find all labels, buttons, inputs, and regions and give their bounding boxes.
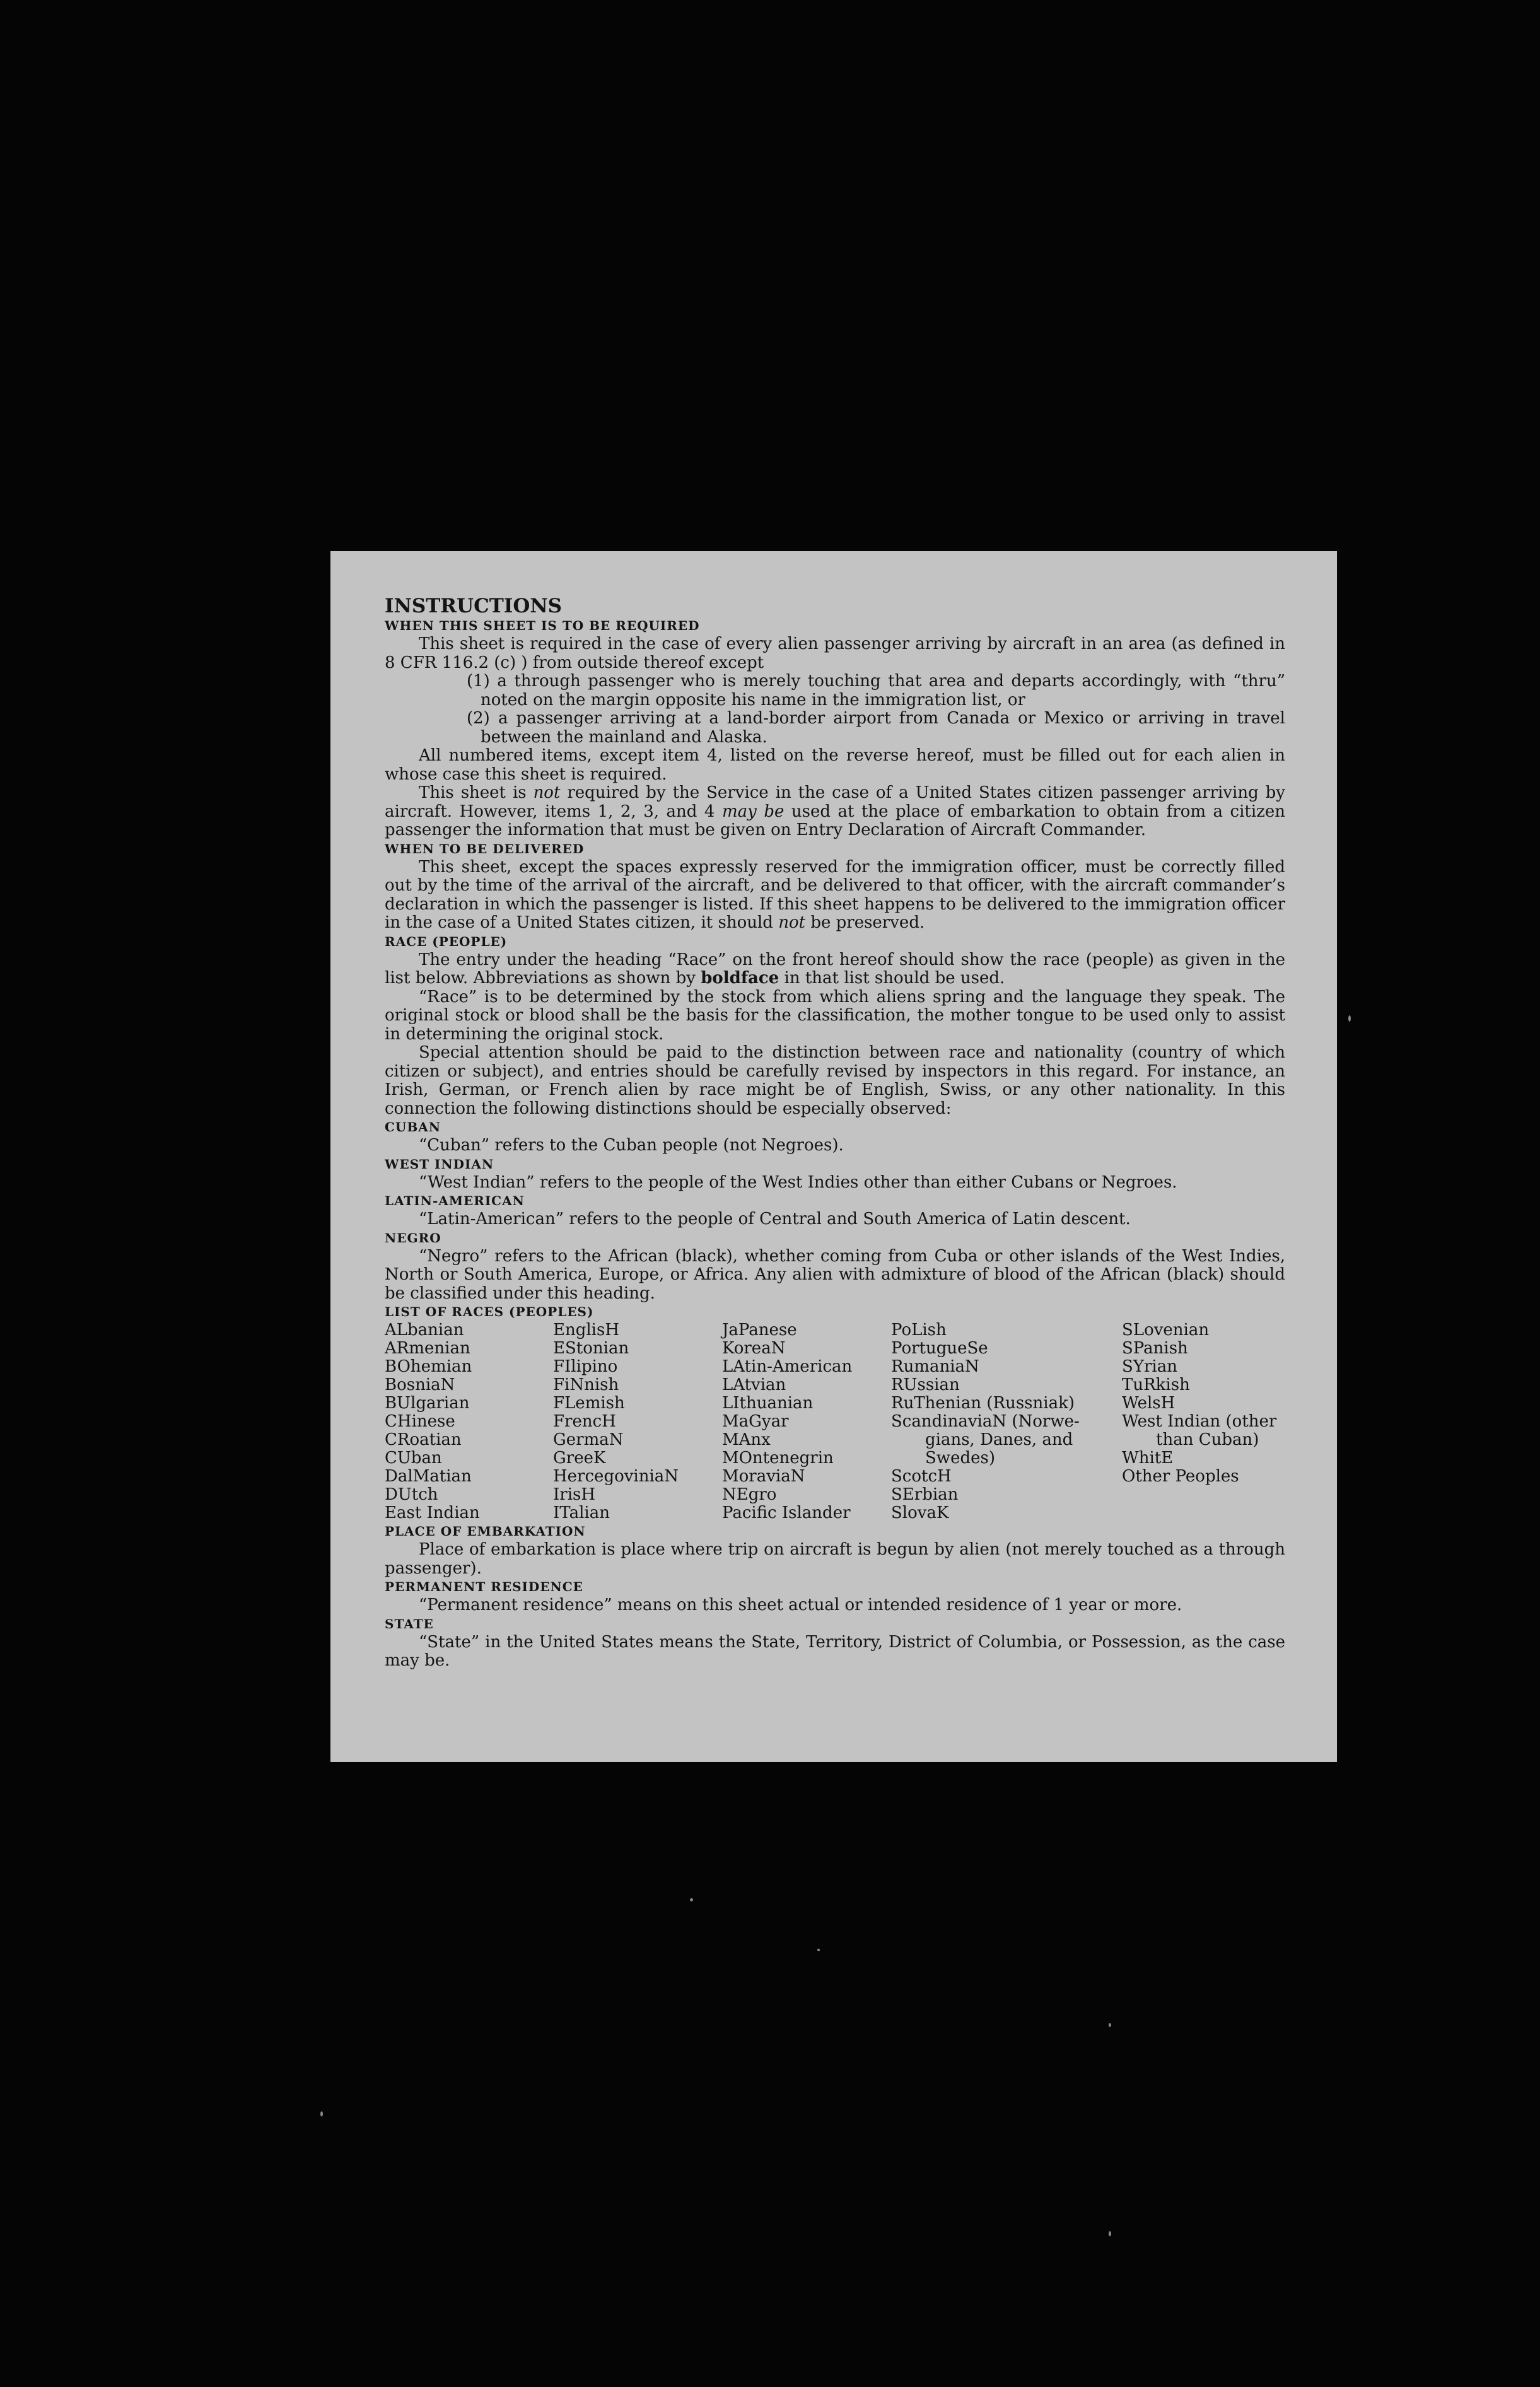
paragraph <box>385 784 1285 840</box>
races-column <box>1122 1321 1311 1522</box>
instructions-sheet <box>330 551 1337 1762</box>
races-column <box>553 1321 722 1522</box>
race-entry: CUban <box>385 1449 442 1468</box>
race-entry: than Cuban) <box>1156 1430 1259 1449</box>
race-entry: BUlgarian <box>385 1394 470 1413</box>
race-entry: MaGyar <box>722 1412 789 1431</box>
race-entry: MAnx <box>722 1430 771 1449</box>
race-entry: TuRkish <box>1122 1375 1190 1394</box>
race-entry: EnglisH <box>553 1321 620 1339</box>
race-entry: West Indian (other <box>1122 1412 1277 1431</box>
section-heading-west-indian: WEST INDIAN <box>385 1156 494 1172</box>
race-entry: MoraviaN <box>722 1467 805 1486</box>
races-column <box>891 1321 1122 1522</box>
race-entry: PortugueSe <box>891 1339 988 1358</box>
race-entry: ARmenian <box>385 1339 470 1358</box>
race-entry: LAtin-American <box>722 1357 853 1376</box>
film-speck <box>1348 1015 1351 1022</box>
section-heading-state: STATE <box>385 1616 434 1631</box>
paragraph <box>385 951 1285 988</box>
paragraph: This sheet is required in the case of every alien passenger arriving by aircraft in an area (as defined in 8 CFR 116.2 (c) ) from outside thereof except <box>385 634 1285 672</box>
section-heading-when-required: WHEN THIS SHEET IS TO BE REQUIRED <box>385 618 700 633</box>
text-run: This sheet, except the spaces expressly reserved for the immigration officer, must be correctly filled out by the time of the arrival of the aircraft, and be delivered to that officer, with the aircraft commander’s declaration in which the passenger is listed. If this sheet happens to be delivered to the immigration officer in the case of a United States citizen, it should <box>385 857 1285 932</box>
race-entry: DalMatian <box>385 1467 472 1486</box>
paragraph: Special attention should be paid to the distinction between race and nationality (country of which citizen or subject), and entries should be carefully revised by inspectors in this regard. For instance, an Irish, German, or French alien by race might be of English, Swiss, or any other nationality. In this connection the following distinctions should be especially observed: <box>385 1043 1285 1118</box>
paragraph: “West Indian” refers to the people of the West Indies other than either Cubans or Negroes. <box>419 1172 1177 1192</box>
text-run: used at the place of embarkation to obtain from a citizen passenger the information that must be given on Entry Declaration of Aircraft Commander. <box>385 802 1286 839</box>
race-entry: IrisH <box>553 1485 596 1504</box>
race-entry: MOntenegrin <box>722 1449 834 1468</box>
race-entry: SLovenian <box>1122 1321 1210 1339</box>
race-entry: Swedes) <box>925 1449 995 1468</box>
race-entry: GermaN <box>553 1430 624 1449</box>
race-entry: LIthuanian <box>722 1394 814 1413</box>
paragraph: “Permanent residence” means on this sheet actual or intended residence of 1 year or more. <box>419 1596 1182 1614</box>
emphasis: may be <box>721 802 785 821</box>
race-entry: RuThenian (Russniak) <box>891 1394 1075 1413</box>
film-speck <box>1109 2023 1111 2027</box>
section-heading-residence: PERMANENT RESIDENCE <box>385 1579 583 1594</box>
race-entry: CRoatian <box>385 1430 462 1449</box>
races-column <box>385 1321 553 1522</box>
race-entry: DUtch <box>385 1485 438 1504</box>
race-entry: SErbian <box>891 1485 959 1504</box>
text-run: be preserved. <box>805 913 925 932</box>
film-speck <box>1109 2231 1111 2236</box>
film-speck <box>690 1898 693 1901</box>
race-entry: PoLish <box>891 1321 947 1339</box>
race-entry: GreeK <box>553 1449 606 1468</box>
paragraph: “State” in the United States means the State, Territory, District of Columbia, or Possession, as the case may be. <box>385 1632 1285 1670</box>
paragraph <box>385 858 1285 933</box>
race-entry: Pacific Islander <box>722 1503 851 1522</box>
race-entry: EStonian <box>553 1339 629 1358</box>
emphasis: not <box>533 783 561 802</box>
page-title: INSTRUCTIONS <box>385 595 563 617</box>
list-item: (1) a through passenger who is merely touching that area and departs accordingly, with “thru” noted on the margin opposite his name in the immigration list, or <box>467 672 1285 709</box>
races-column <box>722 1321 891 1522</box>
section-heading-race: RACE (PEOPLE) <box>385 933 508 949</box>
film-speck <box>817 1949 820 1951</box>
race-entry: ScotcH <box>891 1467 952 1486</box>
paragraph: Place of embarkation is place where trip on aircraft is begun by alien (not merely touched as a through passenger). <box>385 1540 1285 1578</box>
race-entry: gians, Danes, and <box>925 1430 1073 1449</box>
race-entry: WelsH <box>1122 1394 1175 1413</box>
race-entry: BOhemian <box>385 1357 472 1376</box>
race-entry: JaPanese <box>722 1321 797 1339</box>
races-list <box>385 1321 1285 1522</box>
race-entry: FLemish <box>553 1394 625 1413</box>
bold-text: boldface <box>701 969 779 988</box>
text-run: required by the Service in the case of a United States citizen passenger arriving by aircraft. However, items 1, 2, 3, and 4 <box>385 783 1285 821</box>
list-item: (2) a passenger arriving at a land-border airport from Canada or Mexico or arriving in travel between the mainland and Alaska. <box>467 709 1285 747</box>
race-entry: ScandinaviaN (Norwe- <box>891 1412 1080 1431</box>
race-entry: KoreaN <box>722 1339 786 1358</box>
race-entry: ITalian <box>553 1503 610 1522</box>
race-entry: FrencH <box>553 1412 616 1431</box>
section-heading-embarkation: PLACE OF EMBARKATION <box>385 1524 586 1539</box>
paragraph: All numbered items, except item 4, listed on the reverse hereof, must be filled out for each alien in whose case this sheet is required. <box>385 746 1285 784</box>
race-entry: NEgro <box>722 1485 777 1504</box>
section-heading-cuban: CUBAN <box>385 1119 441 1135</box>
section-heading-negro: NEGRO <box>385 1230 441 1246</box>
emphasis: not <box>778 913 806 932</box>
race-entry: BosniaN <box>385 1375 455 1394</box>
section-heading-list-of-races: LIST OF RACES (PEOPLES) <box>385 1304 594 1319</box>
film-speck <box>320 2111 323 2116</box>
text-run: This sheet is <box>419 783 534 802</box>
race-entry: CHinese <box>385 1412 455 1431</box>
section-heading-when-delivered: WHEN TO BE DELIVERED <box>385 841 585 856</box>
race-entry: ALbanian <box>385 1321 464 1339</box>
paragraph: “Negro” refers to the African (black), whether coming from Cuba or other islands of the West Indies, North or South America, Europe, or Africa. Any alien with admixture of blood of the African (black) should be classified under this heading. <box>385 1246 1285 1303</box>
race-entry: SPanish <box>1122 1339 1188 1358</box>
section-heading-latin-american: LATIN-AMERICAN <box>385 1193 525 1208</box>
race-entry: East Indian <box>385 1503 480 1522</box>
race-entry: FIlipino <box>553 1357 618 1376</box>
race-entry: SYrian <box>1122 1357 1177 1376</box>
race-entry: HercegoviniaN <box>553 1467 679 1486</box>
text-run: in that list should be used. <box>779 969 1005 988</box>
race-entry: SlovaK <box>891 1503 949 1522</box>
race-entry: FiNnish <box>553 1375 619 1394</box>
race-entry: WhitE <box>1122 1449 1174 1468</box>
race-entry: LAtvian <box>722 1375 786 1394</box>
race-entry: RumaniaN <box>891 1357 979 1376</box>
paragraph: “Cuban” refers to the Cuban people (not Negroes). <box>419 1136 844 1155</box>
text-run: The entry under the heading “Race” on the front hereof should show the race (people) as given in the list below. Abbreviations as shown by <box>385 950 1285 988</box>
paragraph: “Latin-American” refers to the people of Central and South America of Latin descent. <box>419 1210 1131 1229</box>
paragraph: “Race” is to be determined by the stock from which aliens spring and the language they speak. The original stock or blood shall be the basis for the classification, the mother tongue to be used only to assist in determining the original stock. <box>385 987 1285 1044</box>
race-entry: RUssian <box>891 1375 960 1394</box>
race-entry: Other Peoples <box>1122 1467 1239 1486</box>
